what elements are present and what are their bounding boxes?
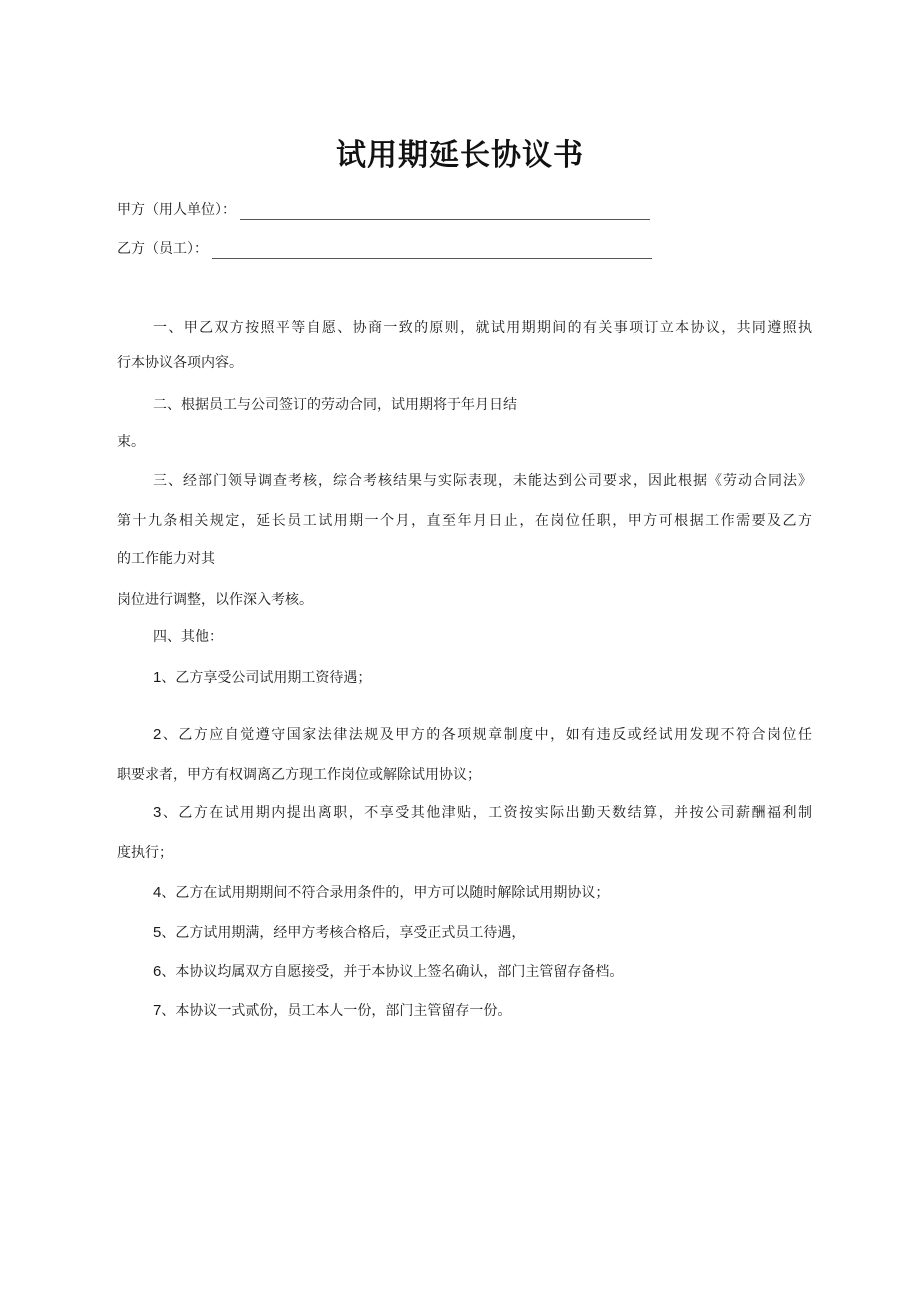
item-1-number: 1	[153, 669, 162, 686]
item-4-number: 4	[153, 884, 162, 901]
clause-4-heading: 四、其他：	[153, 629, 223, 645]
item-3-line-2: 度执行；	[117, 845, 173, 861]
item-2-line-2: 职要求者，甲方有权调离乙方现工作岗位或解除试用协议；	[117, 767, 481, 783]
party-a-blank-line	[240, 205, 650, 220]
item-4-text: 、乙方在试用期期间不符合录用条件的，甲方可以随时解除试用期协议；	[161, 885, 610, 901]
item-2-text: 、乙方应自觉遵守国家法律法规及甲方的各项规章制度中，如有违反或经试用发现不符合岗位任	[161, 727, 812, 743]
party-b-blank-line	[212, 244, 652, 259]
party-b-label: 乙方（员工）：	[117, 241, 208, 257]
item-6-number: 6	[153, 963, 162, 980]
clause-1-line-2: 行本协议各项内容。	[117, 355, 243, 371]
item-3-number: 3	[153, 804, 162, 821]
clause-2-line-1: 二、根据员工与公司签订的劳动合同，试用期将于年月日结	[153, 397, 517, 413]
clause-3-line-2: 第十九条相关规定，延长员工试用期一个月，直至年月日止，在岗位任职，甲方可根据工作需要及乙方	[117, 513, 812, 529]
item-7-text: 、本协议一式贰份，员工本人一份，部门主管留存一份。	[161, 1003, 512, 1019]
item-1	[153, 668, 371, 688]
party-a-row	[117, 200, 650, 220]
item-5-text: 、乙方试用期满，经甲方考核合格后，享受正式员工待遇，	[161, 925, 526, 941]
item-7	[153, 1001, 511, 1021]
item-1-text: 、乙方享受公司试用期工资待遇；	[161, 670, 372, 686]
item-6	[153, 962, 623, 982]
item-4	[153, 883, 609, 903]
document-title: 试用期延长协议书	[336, 138, 584, 173]
item-2-number: 2	[153, 726, 162, 743]
item-3-line-1	[153, 803, 812, 823]
clause-3-line-4: 岗位进行调整，以作深入考核。	[117, 592, 313, 608]
clause-1-line-1: 一、甲乙双方按照平等自愿、协商一致的原则，就试用期期间的有关事项订立本协议，共同遵照执	[153, 320, 812, 336]
party-b-row	[117, 239, 652, 259]
item-6-text: 、本协议均属双方自愿接受，并于本协议上签名确认，部门主管留存备档。	[161, 964, 624, 980]
item-7-number: 7	[153, 1002, 162, 1019]
item-5	[153, 923, 525, 943]
item-2-line-1	[153, 725, 812, 745]
item-5-number: 5	[153, 924, 162, 941]
party-a-label: 甲方（用人单位）：	[117, 202, 236, 218]
clause-3-line-1: 三、经部门领导调查考核，综合考核结果与实际表现，未能达到公司要求，因此根据《劳动合同法》	[153, 473, 812, 489]
clause-3-line-3: 的工作能力对其	[117, 551, 215, 567]
clause-2-line-2: 束。	[117, 434, 145, 450]
item-3-text: 、乙方在试用期内提出离职，不享受其他津贴，工资按实际出勤天数结算，并按公司薪酬福利制	[161, 805, 812, 821]
